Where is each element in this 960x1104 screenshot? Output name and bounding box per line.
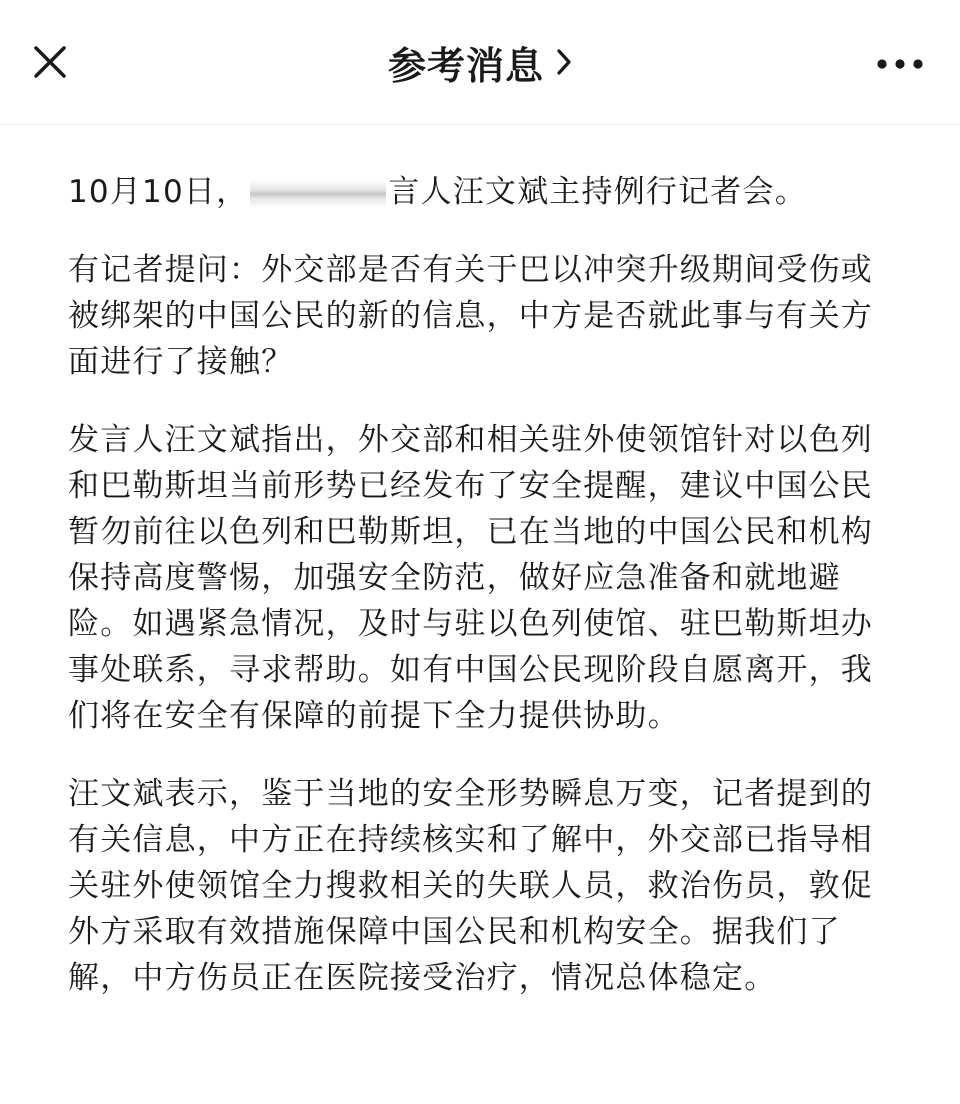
close-icon — [32, 44, 68, 80]
more-horizontal-icon — [876, 58, 924, 70]
redacted-text — [250, 179, 386, 209]
chevron-right-icon — [556, 48, 572, 76]
more-button[interactable] — [868, 40, 932, 88]
account-title-link[interactable] — [388, 35, 572, 90]
close-button[interactable] — [26, 38, 74, 86]
top-bar — [0, 0, 960, 125]
paragraph-3: 发言人汪文斌指出，外交部和相关驻外使领馆针对以色列和巴勒斯坦当前形势已经发布了安全提醒，建议中国公民暂勿前往以色列和巴勒斯坦，已在当地的中国公民和机构保持高度警惕，加强安全防范，做好应急准备和就地避险。如遇紧急情况，及时与驻以色列使馆、驻巴勒斯坦办事处联系，寻求帮助。如有中国公民现阶段自愿离开，我们将在安全有保障的前提下全力提供协助。 — [68, 422, 873, 734]
paragraph-2: 有记者提问：外交部是否有关于巴以冲突升级期间受伤或被绑架的中国公民的新的信息，中方是否就此事与有关方面进行了接触？ — [68, 252, 873, 380]
paragraph-1-date: 10月10日， — [68, 174, 249, 210]
article-body — [0, 125, 960, 1001]
paragraph-4: 汪文斌表示，鉴于当地的安全形势瞬息万变，记者提到的有关信息，中方正在持续核实和了解中，外交部已指导相关驻外使领馆全力搜救相关的失联人员，救治伤员，敦促外方采取有效措施保障中国公民和机构安全。据我们了解，中方伤员正在医院接受治疗，情况总体稳定。 — [68, 776, 873, 996]
paragraph-1-rest: 言人汪文斌主持例行记者会。 — [388, 174, 807, 210]
paragraph-1 — [68, 169, 900, 215]
page-title: 参考消息 — [387, 43, 544, 88]
